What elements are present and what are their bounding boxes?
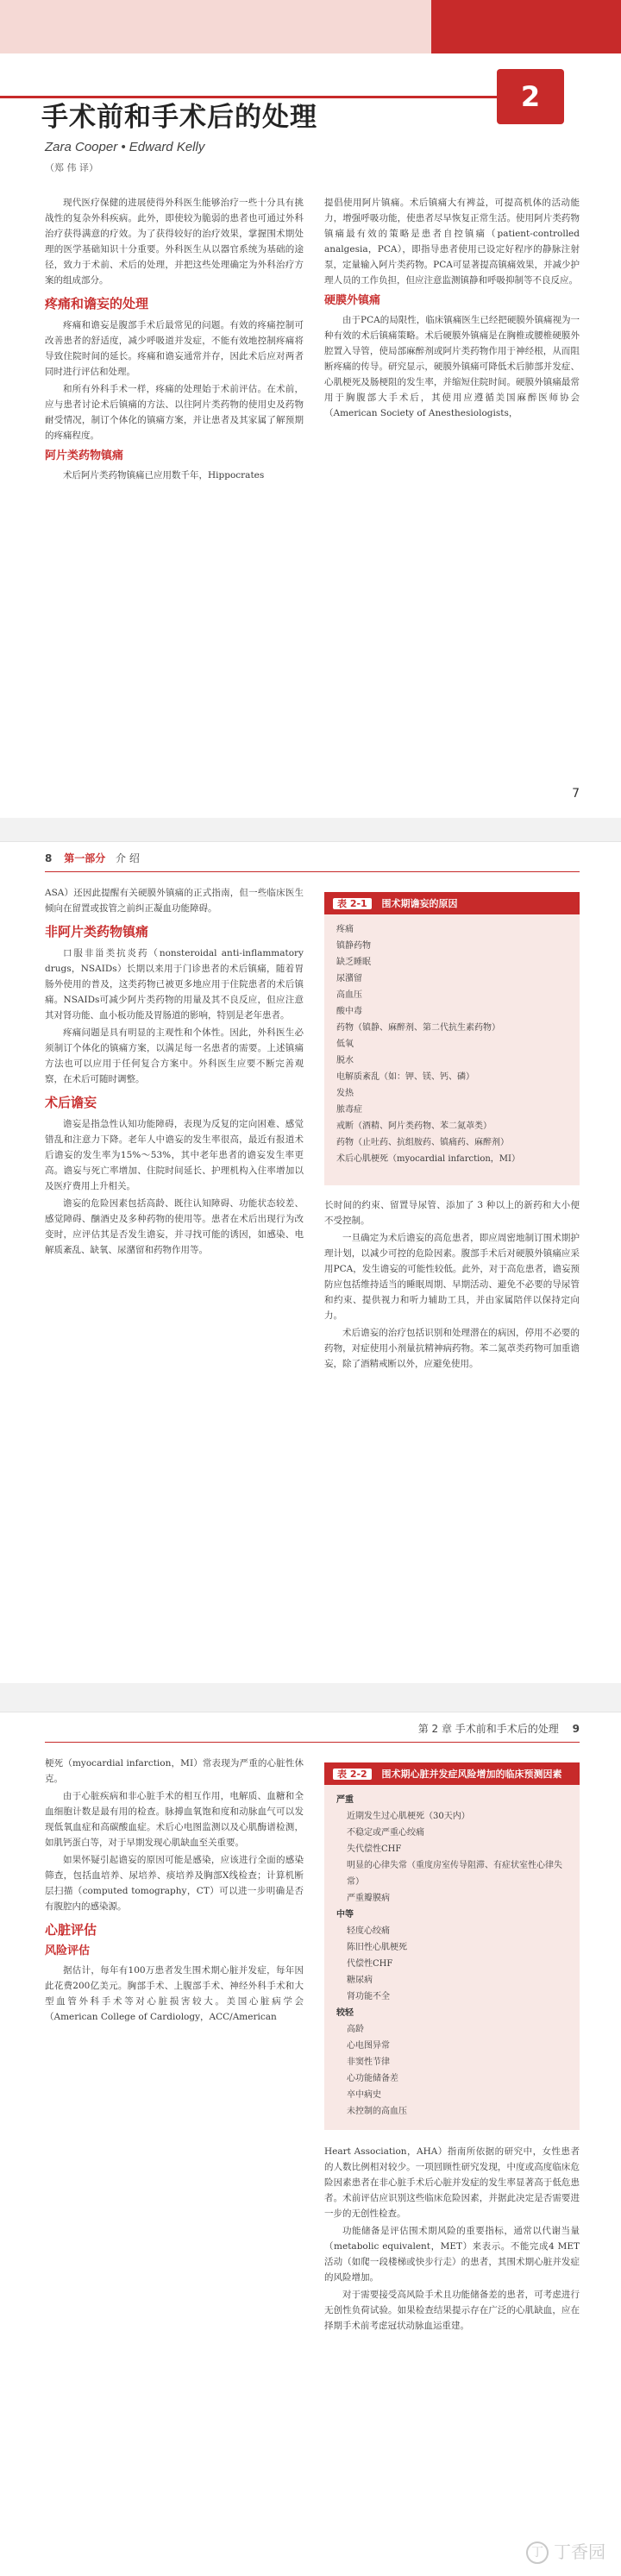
- chapter-title: 手术前和手术后的处理: [41, 102, 317, 133]
- table-item: 高血压: [336, 990, 362, 1000]
- table-item: 疼痛: [336, 925, 354, 934]
- pca-paragraph: 提倡使用阿片镇痛。术后镇痛大有裨益，可提高机体的活动能力，增强呼吸功能，使患者尽早恢复正常生活。使用阿片类药物镇痛最有效的策略是患者自控镇痛（patient-controlled analgesia，PCA），即指导患者使用已设定好程序的静脉注射泵，定量输入阿片类药物。PCA可显著提高镇痛效果，并减少护理人员的工作负担，但应注意监测镇静和呼吸抑制等不良反应。: [324, 198, 580, 286]
- table-item: 发热: [336, 1089, 354, 1098]
- asa-paragraph: ASA）还因此提醒有关硬膜外镇痛的正式指南，但一些临床医生倾向在留置或拔管之前纠正凝血功能障碍。: [45, 888, 304, 914]
- table-item: 失代偿性CHF: [347, 1844, 402, 1854]
- right-column: [324, 195, 580, 423]
- page-8: [0, 841, 621, 1683]
- header-band-accent: [431, 0, 621, 53]
- header-rule: [45, 1742, 580, 1743]
- table-2-1: [324, 892, 580, 1185]
- section-heading-delirium: 术后谵妄: [45, 1095, 97, 1110]
- page-gap: [0, 1683, 621, 1712]
- page-7: [0, 0, 621, 818]
- section-heading-pain: 疼痛和谵妄的处理: [45, 296, 149, 311]
- table-item: 卒中病史: [347, 2090, 381, 2100]
- table-item: 低氧: [336, 1040, 354, 1049]
- page-number: 9: [572, 1723, 580, 1735]
- restraint-paragraph: 长时间的约束、留置导尿管、添加了 3 种以上的新药和大小便不受控制。: [324, 1200, 580, 1226]
- table-item: 脓毒症: [336, 1105, 362, 1115]
- section-heading-risk: 风险评估: [45, 1945, 91, 1957]
- table-2-2-header: [324, 1762, 580, 1785]
- table-item: 脱水: [336, 1056, 354, 1065]
- table-item: 近期发生过心肌梗死（30天内）: [347, 1812, 470, 1821]
- table-item: 缺乏睡眠: [336, 958, 371, 967]
- running-header: [45, 851, 140, 865]
- table-item: 严重瓣膜病: [347, 1894, 390, 1903]
- table-2-1-list: [324, 914, 580, 1174]
- table-title: 围术期心脏并发症风险增加的临床预测因素: [381, 1769, 562, 1780]
- table-item: 药物（止吐药、抗组胺药、镇痛药、麻醉剂）: [336, 1138, 509, 1147]
- prevention-paragraph: 一旦确定为术后谵妄的高危患者，即应周密地制订围术期护理计划，以减少可控的危险因素。腹部手术后对硬膜外镇痛应采用PCA，发生谵妄的可能性较低。此外，对于高危患者，谵妄预防应包括维持适当的睡眠周期、早期活动、避免不必要的导尿管和约束、提供视力和听力辅助工具，并由家属陪伴以保持定向力。: [324, 1233, 580, 1321]
- running-header: [418, 1721, 580, 1736]
- table-item: 未控制的高血压: [347, 2107, 407, 2116]
- stress-test-paragraph: 对于需要接受高风险手术且功能储备差的患者，可考虑进行无创性负荷试验。如果检查结果提示存在广泛的心肌缺血，应在择期手术前考虑冠状动脉血运重建。: [324, 2290, 580, 2331]
- table-item: 代偿性CHF: [347, 1959, 393, 1969]
- table-item: 高龄: [347, 2025, 364, 2034]
- met-paragraph: 功能储备是评估围术期风险的重要指标，通常以代谢当量（metabolic equivalent，MET）来表示。不能完成4 MET活动（如爬一段楼梯或快步行走）的患者，其围术期心脏并发症的风险增加。: [324, 2226, 580, 2283]
- table-item: 糖尿病: [347, 1976, 373, 1985]
- table-group-heading: 中等: [336, 1910, 354, 1919]
- chapter-translator: （郑 伟 译）: [45, 162, 98, 173]
- header-rule: [45, 871, 580, 872]
- labs-paragraph: 由于心脏疾病和非心脏手术的相互作用，电解质、血糖和全血细胞计数是最有用的检查。脉搏血氧饱和度和动脉血气可以发现低氧血症和高碳酸血症。术后心电图监测以及心肌酶谱检测，如肌钙蛋白等，对于早期发现心肌缺血至关重要。: [45, 1791, 304, 1848]
- table-tag: 表 2-1: [333, 898, 372, 909]
- table-tag: 表 2-2: [333, 1769, 372, 1780]
- page-9: [0, 1712, 621, 2576]
- risk-paragraph: 据估计，每年有100万患者发生围术期心脏并发症，每年因此花费200亿美元。胸部手术、上腹部手术、神经外科手术和大型血管外科手术等对心脏损害较大。美国心脏病学会（American College of Cardiology，ACC/American: [45, 1965, 304, 2022]
- left-column: [45, 195, 304, 485]
- pain-paragraph-2: 和所有外科手术一样，疼痛的处理始于术前评估。在术前，应与患者讨论术后镇痛的方法、以往阿片类药物的使用史及药物耐受情况，制订个体化的镇痛方案，并让患者及其家属了解预期的疼痛程度。: [45, 384, 304, 441]
- table-title: 围术期谵妄的原因: [381, 898, 458, 909]
- watermark-logo: [526, 2538, 605, 2565]
- section-heading-nsaid: 非阿片类药物镇痛: [45, 924, 149, 939]
- delirium-paragraph-2: 谵妄的危险因素包括高龄、既往认知障碍、功能状态较差、感觉障碍、酗酒史及多种药物的使用等。患者在术后出现行为改变时，应评估其是否发生谵妄，并寻找可能的诱因，如感染、电解质紊乱、缺氧、尿潴留和药物作用等。: [45, 1198, 304, 1255]
- section-heading-opioid: 阿片类药物镇痛: [45, 449, 124, 462]
- table-item: 明显的心律失常（重度房室传导阻滞、有症状室性心律失常）: [347, 1861, 562, 1887]
- chapter-authors: Zara Cooper • Edward Kelly: [45, 140, 205, 154]
- table-item: 不稳定或严重心绞痛: [347, 1828, 424, 1838]
- section-heading-epidural: 硬膜外镇痛: [324, 294, 381, 307]
- epidural-paragraph: 由于PCA的局限性，临床镇痛医生已经把硬膜外镇痛视为一种有效的术后镇痛策略。术后硬膜外镇痛是在胸椎或腰椎硬膜外腔置入导管，使局部麻醉剂或阿片类药物作用于神经根，从而阻断疼痛的传导。研究显示，硬膜外镇痛可降低术后肺部并发症、心肌梗死及肠梗阻的发生率，并缩短住院时间。硬膜外镇痛最常用于胸腹部大手术后，其使用应遵循美国麻醉医师协会（American Society of Anesthesiologists，: [324, 315, 580, 418]
- treatment-paragraph: 术后谵妄的治疗包括识别和处理潜在的病因，停用不必要的药物，对症使用小剂量抗精神病药物。苯二氮䓬类药物可加重谵妄，除了酒精戒断以外，应避免使用。: [324, 1328, 580, 1369]
- table-item: 非窦性节律: [347, 2058, 390, 2067]
- table-group-heading: 较轻: [336, 2008, 354, 2018]
- nsaid-paragraph-2: 疼痛问题是具有明显的主观性和个体性。因此，外科医生必须制订个体化的镇痛方案，以满足每一名患者的需要。上述镇痛方法也可以应用于任何复合方案中。外科医生应要不断完善观察，在术后可随时调整。: [45, 1027, 304, 1084]
- table-item: 肾功能不全: [347, 1992, 390, 2001]
- table-2-2-list: [324, 1785, 580, 2127]
- table-item: 心功能储备差: [347, 2074, 398, 2083]
- aha-paragraph: Heart Association，AHA）指南所依据的研究中，女性患者的人数比例相对较少。一项回顾性研究发现，中度或高度临床危险因素患者在非心脏手术后心脏并发症的发生率显著高于低危患者。术前评估应识别这些临床危险因素，并据此决定是否需要进一步的无创性检查。: [324, 2146, 580, 2219]
- intro-paragraph: 现代医疗保健的进展使得外科医生能够治疗一些十分具有挑战性的复杂外科疾病。此外，即使较为脆弱的患者也可通过外科治疗获得满意的疗效。为了获得较好的治疗效果，掌握围术期处理的医学基础知识十分重要。外科医生从以器官系统为基础的途径，致力于术前、术后的处理，并把这些处理确定为外科治疗方案的组成部分。: [45, 198, 304, 286]
- table-item: 轻度心绞痛: [347, 1926, 390, 1936]
- page-number: 8: [45, 852, 53, 864]
- table-2-1-header: [324, 892, 580, 914]
- part-label: 第一部分: [64, 852, 106, 864]
- table-2-2: [324, 1762, 580, 2130]
- section-heading-cardiac: 心脏评估: [45, 1922, 97, 1938]
- opioid-paragraph: 术后阿片类药物镇痛已应用数千年，Hippocrates: [63, 470, 265, 481]
- delirium-paragraph-1: 谵妄是指急性认知功能障碍，表现为反复的定向困难、感觉错乱和注意力下降。老年人中谵妄的发生率很高，最近有报道术后谵妄的发生率为15%～53%，其中老年患者的谵妄发生率更高。谵妄与死亡率增加、住院时间延长、护理机构入住率增加以及医疗费用上升相关。: [45, 1119, 304, 1191]
- left-column: [45, 885, 304, 1260]
- table-item: 术后心肌梗死（myocardial infarction，MI）: [336, 1154, 520, 1164]
- right-column: [324, 1197, 580, 1373]
- infection-paragraph: 如果怀疑引起谵妄的原因可能是感染，应该进行全面的感染筛查，包括血培养、尿培养、痰培养及胸部X线检查；计算机断层扫描（computed tomography，CT）可以进一步明确是否有腹腔内的感染源。: [45, 1855, 304, 1912]
- watermark-icon: 丁: [526, 2541, 549, 2564]
- table-item: 镇静药物: [336, 941, 371, 951]
- table-item: 戒断（酒精、阿片类药物、苯二氮䓬类）: [336, 1122, 492, 1131]
- table-item: 药物（镇静、麻醉剂、第二代抗生素药物）: [336, 1023, 500, 1033]
- table-item: 陈旧性心肌梗死: [347, 1943, 407, 1952]
- nsaid-paragraph-1: 口服非甾类抗炎药（nonsteroidal anti-inflammatory drugs，NSAIDs）长期以来用于门诊患者的术后镇痛，随着胃肠外使用的普及，这类药物已被更多地应用于住院患者的术后镇痛。NSAIDs可减少阿片类药物的用量及其不良反应，但应注意其对肾功能、血小板功能及胃肠道的影响，特别是老年患者。: [45, 948, 304, 1021]
- page-gap: [0, 818, 621, 841]
- watermark-text: 丁香园: [554, 2541, 605, 2562]
- mi-paragraph: 梗死（myocardial infarction，MI）常表现为严重的心脏性休克。: [45, 1758, 304, 1784]
- chapter-label: 第 2 章: [417, 1723, 452, 1735]
- part-title: 介 绍: [116, 852, 140, 864]
- table-item: 心电图异常: [347, 2041, 390, 2051]
- table-item: 电解质紊乱（如：钾、镁、钙、磷）: [336, 1072, 474, 1082]
- table-group-heading: 严重: [336, 1795, 354, 1805]
- chapter-number-badge: 2: [497, 69, 564, 124]
- left-column: [45, 1756, 304, 2026]
- page-number: 7: [572, 787, 580, 801]
- pain-paragraph-1: 疼痛和谵妄是腹部手术后最常见的问题。有效的疼痛控制可改善患者的舒适度，减少呼吸道并发症，不能有效地控制疼痛将导致住院时间的延长。疼痛和谵妄通常并存，因此术后应对两者同时进行评估和处理。: [45, 320, 304, 377]
- chapter-title: 手术前和手术后的处理: [455, 1723, 559, 1735]
- right-column: [324, 2144, 580, 2335]
- table-item: 尿潴留: [336, 974, 362, 983]
- table-item: 酸中毒: [336, 1007, 362, 1016]
